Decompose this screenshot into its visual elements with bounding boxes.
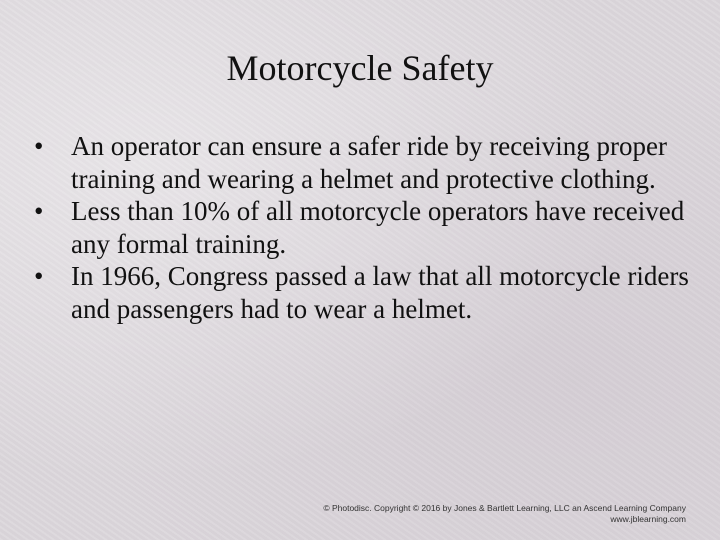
- bullet-text: An operator can ensure a safer ride by receiving proper training and wearing a helmet and protective clothing.: [71, 131, 667, 194]
- bullet-item: [34, 195, 694, 260]
- bullet-text: In 1966, Congress passed a law that all motorcycle riders and passengers had to wear a helmet.: [71, 261, 689, 324]
- bullet-icon: •: [34, 196, 44, 226]
- bullet-icon: •: [34, 131, 44, 161]
- bullet-list: [34, 130, 694, 325]
- slide-title: Motorcycle Safety: [226, 48, 494, 88]
- bullet-icon: •: [34, 261, 44, 291]
- bullet-text: Less than 10% of all motorcycle operators have received any formal training.: [71, 196, 685, 259]
- website-text: www.jblearning.com: [610, 514, 686, 524]
- bullet-item: [34, 130, 694, 195]
- copyright-text: © Photodisc. Copyright © 2016 by Jones & Bartlett Learning, LLC an Ascend Learning Company: [323, 503, 686, 513]
- copyright-footer: [323, 503, 686, 525]
- bullet-item: [34, 260, 694, 325]
